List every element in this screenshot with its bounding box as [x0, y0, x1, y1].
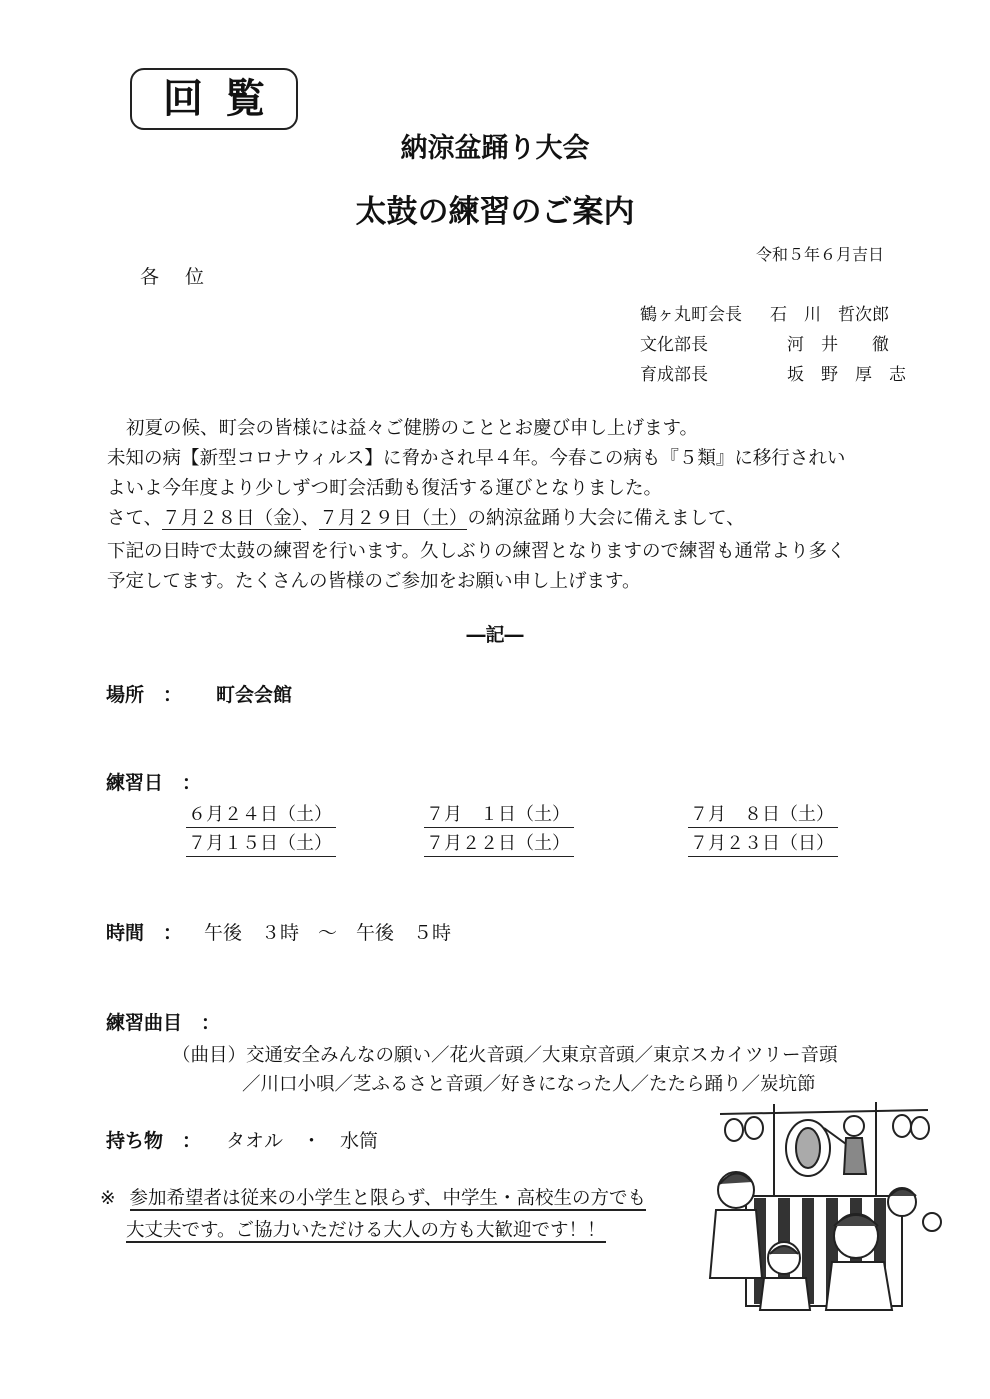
- practice-date: ７月２２日（土）: [424, 829, 574, 857]
- songs-line: （曲目）交通安全みんなの願い／花火音頭／大東京音頭／東京スカイツリー音頭: [172, 1045, 838, 1066]
- sender-role: 育成部長: [640, 365, 708, 385]
- practice-date: ６月２４日（土）: [186, 800, 336, 828]
- note-text: 大丈夫です。ご協力いただける大人の方も大歓迎です！！: [126, 1220, 606, 1241]
- practice-date: ７月 ８日（土）: [688, 800, 838, 828]
- time-value: 午後 ３時 ～ 午後 ５時: [204, 922, 452, 944]
- practice-date: ７月１５日（土）: [186, 829, 336, 857]
- body-text-span: 、: [300, 508, 320, 529]
- items-label: 持ち物 ：: [106, 1130, 202, 1152]
- circulation-stamp: 回覧: [130, 68, 298, 130]
- bon-odori-festival-illustration-icon: [706, 1098, 942, 1312]
- note-text: 参加希望者は従来の小学生と限らず、中学生・高校生の方でも: [129, 1188, 647, 1209]
- body-text-span: さて、: [107, 508, 163, 529]
- body-line: 予定してます。たくさんの皆様のご参加をお願い申し上げます。: [107, 571, 641, 592]
- place-label: 場所 ：: [106, 684, 183, 706]
- songs-label: 練習曲目 ：: [106, 1012, 221, 1034]
- songs-line: ／川口小唄／芝ふるさと音頭／好きになった人／たたら踊り／炭坑節: [242, 1074, 816, 1095]
- body-line: 下記の日時で太鼓の練習を行います。久しぶりの練習となりますので練習も通常より多く: [107, 541, 846, 562]
- festival-date-1: ７月２８日（金）: [162, 508, 301, 529]
- issue-date: 令和５年６月吉日: [755, 245, 884, 264]
- body-text-span: の納涼盆踊り大会に備えまして、: [467, 508, 745, 529]
- document-title: 太鼓の練習のご案内: [355, 194, 635, 230]
- sender-role: 文化部長: [640, 335, 708, 355]
- note-line: [100, 1184, 646, 1210]
- ki-heading: ―記―: [466, 624, 524, 646]
- practice-date: ７月２３日（日）: [688, 829, 838, 857]
- time-label: 時間 ：: [106, 922, 183, 944]
- body-line: よいよ今年度より少しずつ町会活動も復活する運びとなりました。: [107, 478, 663, 499]
- sender-name: 石 川 哲次郎: [770, 305, 889, 325]
- place-value: 町会会館: [216, 684, 293, 706]
- event-title: 納涼盆踊り大会: [400, 133, 590, 164]
- body-line: [107, 504, 745, 530]
- items-value: タオル ・ 水筒: [226, 1130, 379, 1152]
- sender-name: 坂 野 厚 志: [770, 365, 906, 385]
- festival-date-2: ７月２９日（土）: [319, 508, 468, 529]
- body-line: 未知の病【新型コロナウィルス】に脅かされ早４年。今春この病も『５類』に移行されい: [107, 448, 846, 469]
- sender-role: 鶴ヶ丸町会長: [640, 305, 742, 325]
- sender-name: 河 井 徹: [770, 335, 889, 355]
- addressee: 各位: [140, 266, 231, 288]
- body-line: 初夏の候、町会の皆様には益々ご健勝のこととお慶び申し上げます。: [126, 418, 699, 439]
- note-mark: ※: [100, 1188, 116, 1209]
- practice-label: 練習日 ：: [106, 772, 202, 794]
- practice-date: ７月 １日（土）: [424, 800, 574, 828]
- note-line: [126, 1216, 606, 1242]
